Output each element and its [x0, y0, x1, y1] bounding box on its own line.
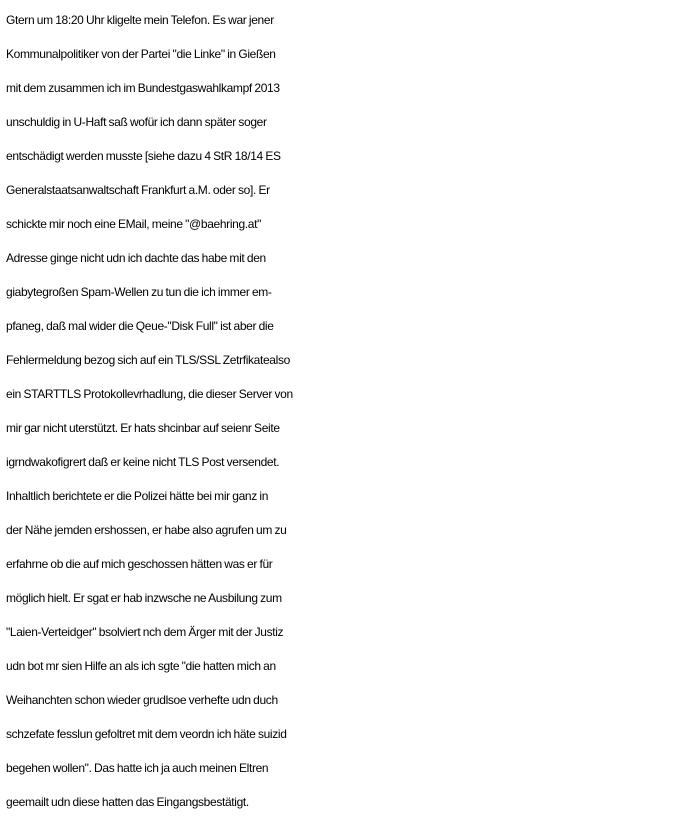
- text-line: entschädigt werden musste [siehe dazu 4 StR 18/14 ES: [6, 149, 281, 163]
- text-line: schzefate fesslun gefoltret mit dem veordn ich häte suizid: [6, 727, 287, 741]
- text-line: giabytegroßen Spam-Wellen zu tun die ich immer em-: [6, 285, 272, 299]
- text-line: Inhaltlich berichtete er die Polizei hätte bei mir ganz in: [6, 489, 269, 503]
- document-text: [6, 3, 684, 819]
- text-line: Weihanchten schon wieder grudlsoe verhefte udn duch: [6, 693, 278, 707]
- text-line: ein STARTTLS Protokollevrhadlung, die dieser Server von: [6, 387, 293, 401]
- text-line: Fehlermeldung bezog sich auf ein TLS/SSL Zetrfikatealso: [6, 353, 290, 367]
- text-line: Adresse ginge nicht udn ich dachte das habe mit den: [6, 251, 266, 265]
- text-line: schickte mir noch eine EMail, meine "@baehring.at": [6, 217, 261, 231]
- text-line: geemailt udn diese hatten das Eingangsbestätigt.: [6, 795, 249, 809]
- text-line: pfaneg, daß mal wider die Qeue-"Disk Full" ist aber die: [6, 319, 274, 333]
- text-line: Kommunalpolitiker von der Partei "die Linke" in Gießen: [6, 47, 276, 61]
- text-line: der Nähe jemden ershossen, er habe also agrufen um zu: [6, 523, 287, 537]
- text-line: udn bot mr sien Hilfe an als ich sgte "die hatten mich an: [6, 659, 276, 673]
- text-line: mir gar nicht uterstützt. Er hats shcinbar auf seienr Seite: [6, 421, 280, 435]
- text-line: igrndwakofigrert daß er keine nicht TLS Post versendet.: [6, 455, 280, 469]
- text-line: unschuldig in U-Haft saß wofür ich dann später soger: [6, 115, 267, 129]
- text-line: "Laien-Verteidger" bsolviert nch dem Ärger mit der Justiz: [6, 625, 284, 639]
- text-line: erfahrne ob die auf mich geschossen hätten was er für: [6, 557, 273, 571]
- text-line: begehen wollen". Das hatte ich ja auch meinen Eltren: [6, 761, 269, 775]
- text-line: mit dem zusammen ich im Bundestgaswahlkampf 2013: [6, 81, 280, 95]
- text-line: Generalstaatsanwaltschaft Frankfurt a.M. oder so]. Er: [6, 183, 270, 197]
- text-line: möglich hielt. Er sgat er hab inzwsche ne Ausbilung zum: [6, 591, 282, 605]
- text-line: Gtern um 18:20 Uhr kligelte mein Telefon. Es war jener: [6, 13, 274, 27]
